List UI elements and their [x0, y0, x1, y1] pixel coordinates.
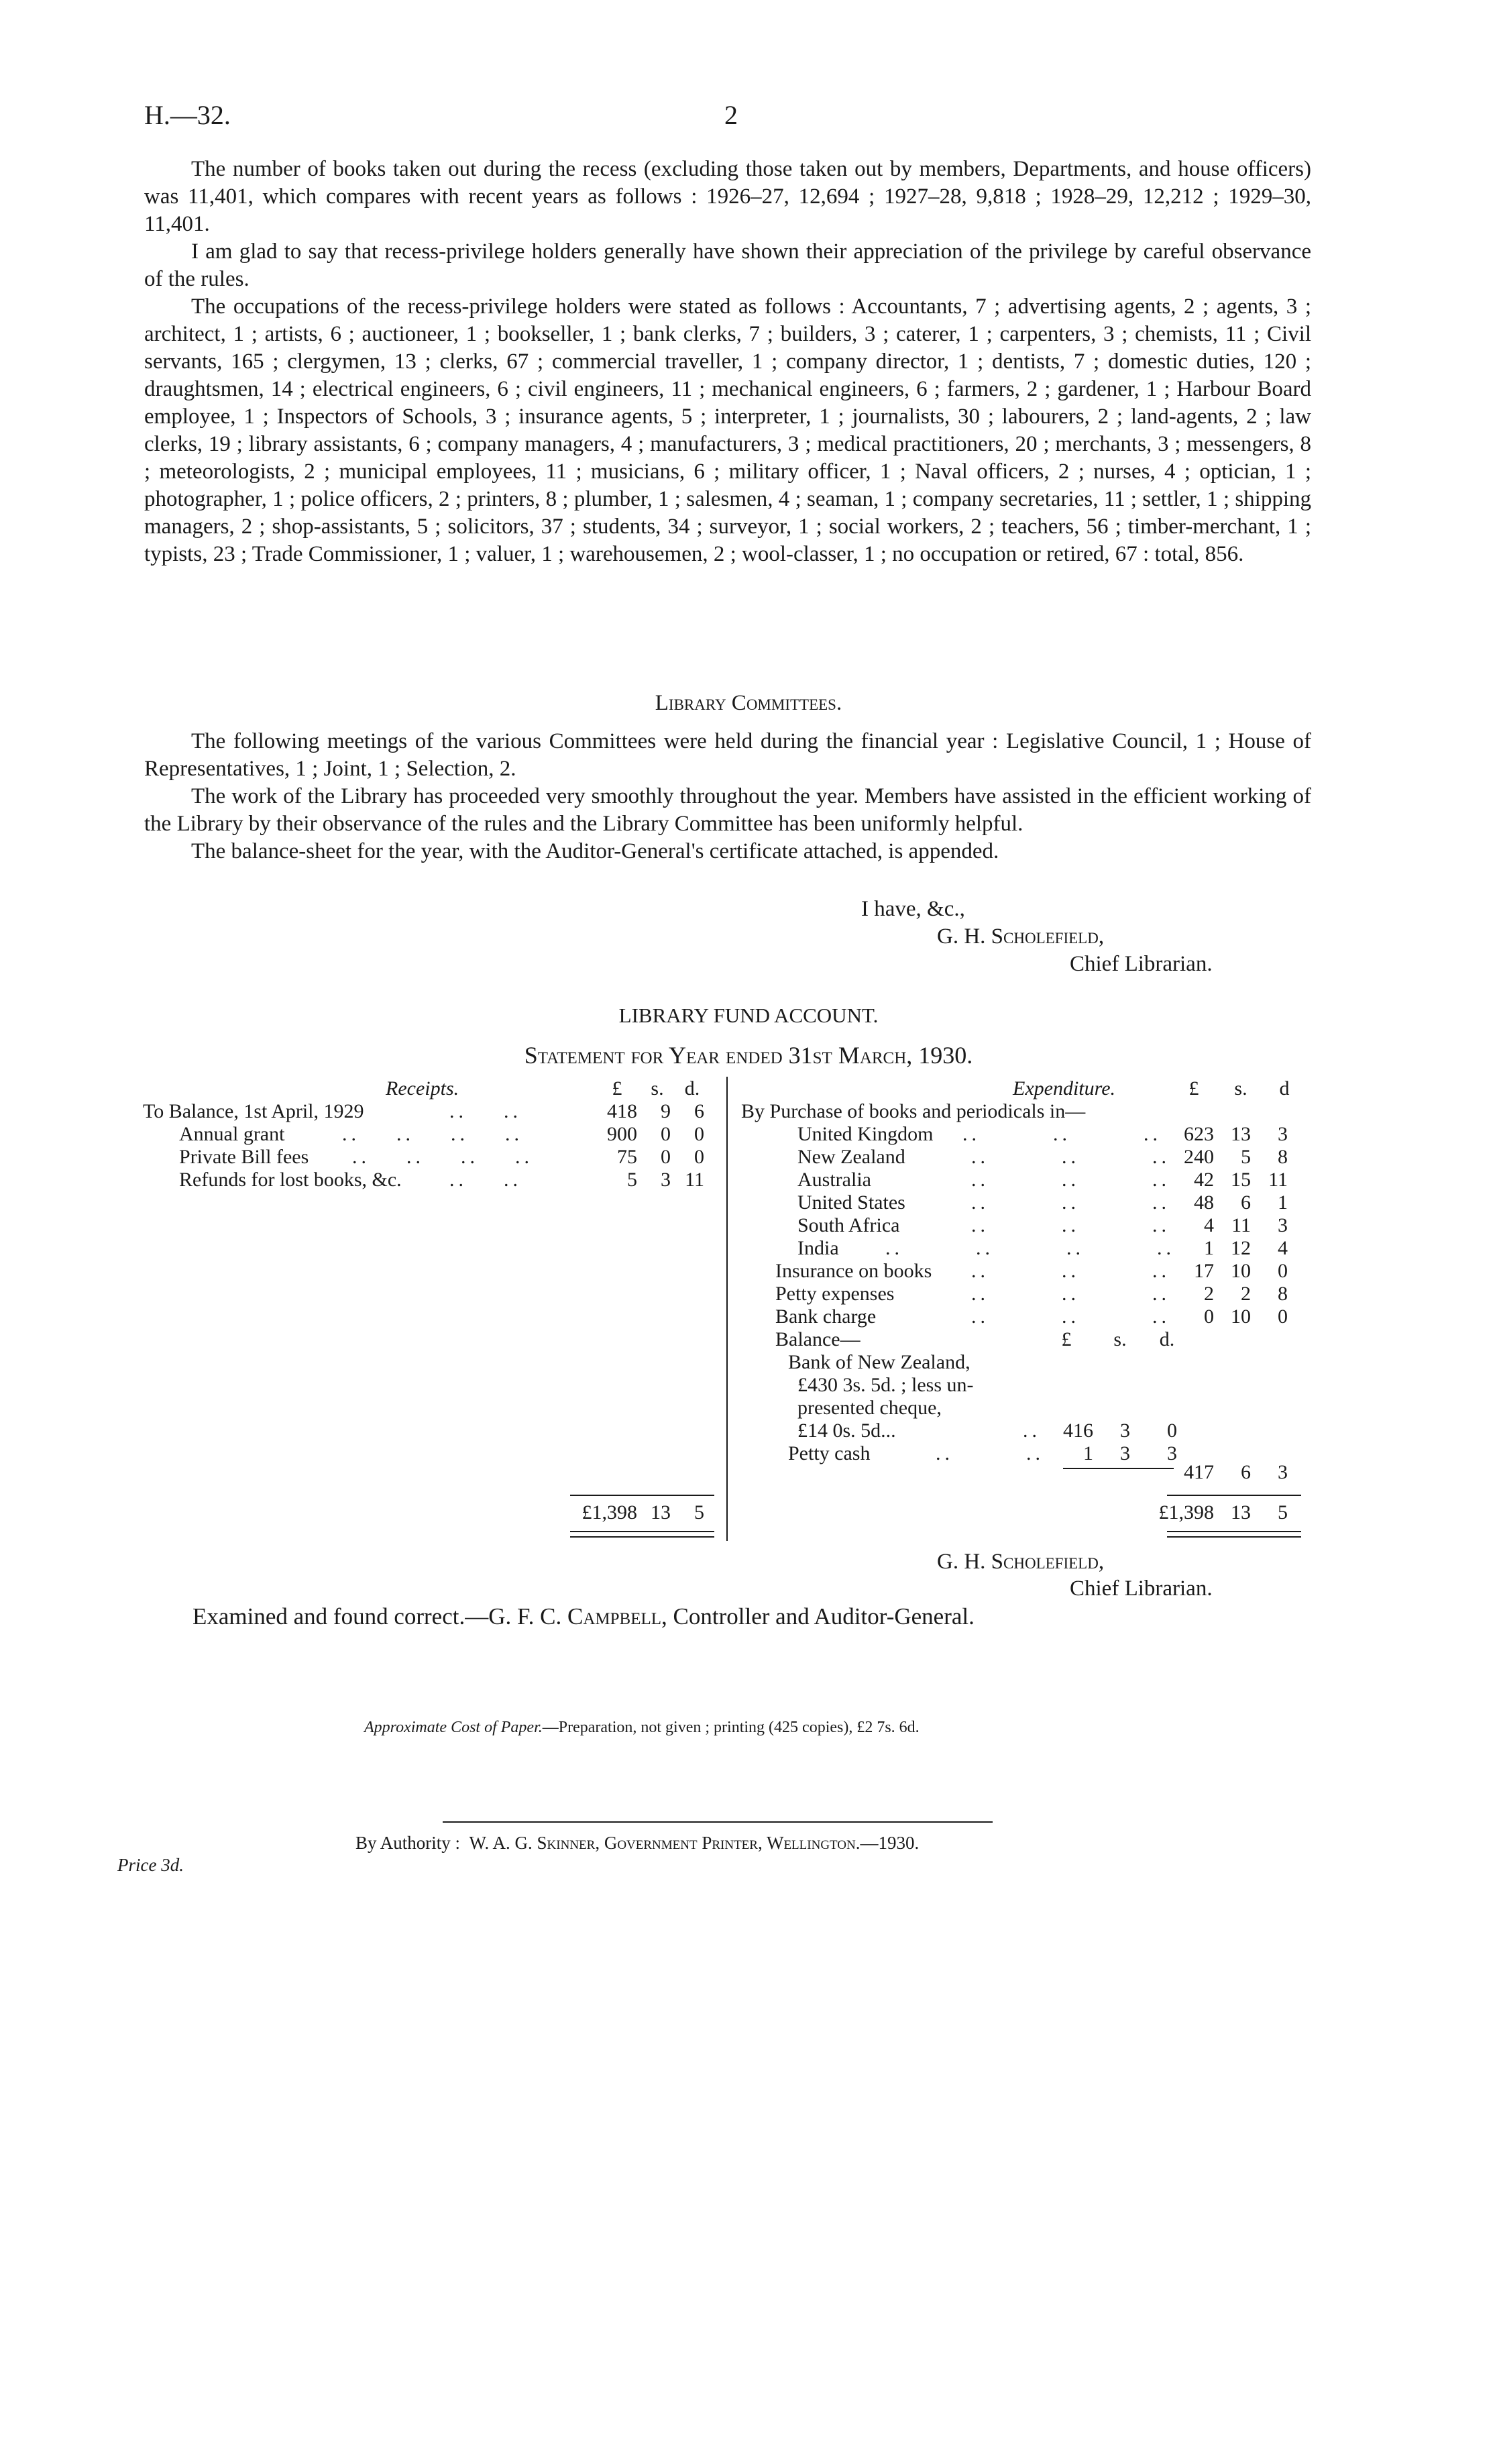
purchase-shillings: 15: [1231, 1169, 1251, 1191]
purchase-shillings: 13: [1231, 1123, 1251, 1145]
purchase-label: South Africa: [797, 1214, 900, 1236]
expenditure-double-rule: [1167, 1536, 1301, 1538]
receipt-dots: .. .. .. ..: [342, 1123, 523, 1145]
account-subtitle: Statement for Year ended 31st March, 1930.: [524, 1042, 973, 1069]
expense-shillings: 10: [1231, 1260, 1251, 1282]
paragraph-occupations: The occupations of the recess-privilege holders were stated as follows : Accountants, 7 ; advertising agents, 2 ; agents, 3 ; architect, 1 ; artists, 6 ; auctioneer, 1 ; bookseller, 1 ; bank clerks, 7 ; builders, 3 ; caterer, 1 ; carpenters, 3 ; chemists, 11 ; Civil servants, 165 ; clergymen, 13 ; clerks, 67 ; commercial traveller, 1 ; company director, 1 ; dentists, 7 ; domestic duties, 120 ; draughtsmen, 14 ; electrical engineers, 6 ; civil engineers, 11 ; mechanical engineers, 6 ; farmers, 2 ; gardener, 1 ; Harbour Board employee, 1 ; Inspectors of Schools, 3 ; insurance agents, 5 ; interpreter, 1 ; journalists, 30 ; labourers, 2 ; land-agents, 2 ; law clerks, 19 ; library assistants, 6 ; company managers, 4 ; manufacturers, 3 ; medical practitioners, 20 ; merchants, 3 ; messengers, 8 ; meteorologists, 2 ; municipal employees, 11 ; musicians, 6 ; military officer, 1 ; Naval officers, 2 ; nurses, 4 ; optician, 1 ; photographer, 1 ; police officers, 2 ; printers, 8 ; plumber, 1 ; salesmen, 4 ; seaman, 1 ; company secretaries, 11 ; settler, 1 ; shipping managers, 2 ; shop-assistants, 5 ; solicitors, 37 ; students, 34 ; surveyor, 1 ; social workers, 2 ; teachers, 56 ; timber-merchant, 1 ; typists, 23 ; Trade Commissioner, 1 ; valuer, 1 ; warehousemen, 2 ; wool-classer, 1 ; no occupation or retired, 67 : total, 856.: [144, 294, 1311, 566]
paragraph-meetings: The following meetings of the various Committees were held during the financial year : Legislative Council, 1 ; House of Representatives, 1 ; Joint, 1 ; Selection, 2.: [144, 729, 1311, 781]
receipt-shillings: 9: [661, 1100, 671, 1122]
expense-label: Bank charge: [775, 1305, 877, 1328]
purchase-pounds: 240: [1184, 1146, 1214, 1168]
receipt-dots: .. ..: [449, 1100, 522, 1122]
purchase-dots: .. .. ..: [962, 1123, 1162, 1145]
expenditure-col-shillings: s.: [1234, 1077, 1248, 1100]
expense-pounds: 2: [1204, 1283, 1214, 1305]
purchase-shillings: 6: [1241, 1191, 1251, 1214]
purchase-pence: 3: [1278, 1214, 1288, 1236]
purchase-label: United Kingdom: [797, 1123, 934, 1145]
signoff2-name: G. H. Scholefield,: [937, 1550, 1105, 1574]
signoff-title: Chief Librarian.: [1070, 952, 1213, 976]
expenditure-total-pence: 5: [1278, 1501, 1288, 1523]
expense-shillings: 2: [1241, 1283, 1251, 1305]
receipt-pounds: 900: [607, 1123, 637, 1145]
receipts-col-pounds: £: [612, 1077, 622, 1100]
receipt-pounds: 5: [627, 1169, 637, 1191]
receipt-label: Refunds for lost books, &c.: [179, 1169, 402, 1191]
purchase-heading: By Purchase of books and periodicals in—: [741, 1100, 1086, 1122]
committees-heading: Library Committees.: [655, 691, 842, 715]
receipts-heading: Receipts.: [386, 1077, 459, 1100]
balance-label: Balance—: [775, 1328, 861, 1350]
purchase-pounds: 623: [1184, 1123, 1214, 1145]
authority-rule: [443, 1821, 993, 1823]
petty-cash-label: Petty cash: [788, 1442, 871, 1464]
signoff-have: I have, &c.,: [861, 897, 965, 921]
receipt-dots: .. .. .. ..: [352, 1146, 533, 1168]
account-title: LIBRARY FUND ACCOUNT.: [618, 1004, 879, 1027]
purchase-pounds: 1: [1204, 1237, 1214, 1259]
expense-dots: .. .. ..: [971, 1260, 1170, 1282]
balance-total-pence: 3: [1278, 1461, 1288, 1483]
expense-shillings: 10: [1231, 1305, 1251, 1328]
purchase-pence: 3: [1278, 1123, 1288, 1145]
receipt-shillings: 0: [661, 1146, 671, 1168]
purchase-label: New Zealand: [797, 1146, 905, 1168]
receipt-pence: 6: [694, 1100, 704, 1122]
receipts-total-shillings: 13: [651, 1501, 671, 1523]
purchase-pence: 4: [1278, 1237, 1288, 1259]
examined-statement: Examined and found correct.—G. F. C. Campbell, Controller and Auditor-General.: [192, 1603, 975, 1629]
balance-col-shillings: s.: [1113, 1328, 1127, 1350]
bank-dots: ..: [1023, 1420, 1041, 1442]
receipt-label: Private Bill fees: [179, 1146, 309, 1168]
expense-dots: .. .. ..: [971, 1305, 1170, 1328]
receipts-total-pence: 5: [694, 1501, 704, 1523]
receipts-total-rule: [570, 1495, 714, 1496]
report-body: [144, 156, 1311, 568]
purchase-dots: .. .. ..: [971, 1169, 1170, 1191]
receipts-double-rule: [570, 1536, 714, 1538]
expense-pounds: 0: [1204, 1305, 1214, 1328]
paragraph-books-taken: The number of books taken out during the recess (excluding those taken out by members, Departments, and house officers) was 11,401, which compares with recent years as follows : 1926–27, 12,694 ; 1927–28, 9,818 ; 1928–29, 12,212 ; 1929–30, 11,401.: [144, 157, 1311, 236]
purchase-label: Australia: [797, 1169, 871, 1191]
column-divider: [726, 1077, 728, 1541]
balance-col-pence: d.: [1159, 1328, 1175, 1350]
expenditure-double-rule: [1167, 1531, 1301, 1532]
purchase-pounds: 42: [1194, 1169, 1214, 1191]
balance-total-shillings: 6: [1241, 1461, 1251, 1483]
expense-label: Petty expenses: [775, 1283, 895, 1305]
report-body-2: [144, 728, 1311, 865]
expenditure-total-shillings: 13: [1231, 1501, 1251, 1523]
bank-shillings: 3: [1120, 1420, 1130, 1442]
receipts-total-pounds: £1,398: [581, 1501, 637, 1523]
petty-cash-pounds: 1: [1083, 1442, 1093, 1464]
purchase-pence: 1: [1278, 1191, 1288, 1214]
paragraph-balance-sheet: The balance-sheet for the year, with the Auditor-General's certificate attached, is appended.: [191, 839, 999, 863]
receipt-pounds: 418: [607, 1100, 637, 1122]
expense-pence: 0: [1278, 1305, 1288, 1328]
receipt-pence: 11: [685, 1169, 704, 1191]
paragraph-work: The work of the Library has proceeded very smoothly throughout the year. Members have assisted in the efficient working of the Library by their observance of the rules and the Library Committee has been uniformly helpful.: [144, 784, 1311, 836]
cost-note: Approximate Cost of Paper.—Preparation, not given ; printing (425 copies), £2 7s. 6d.: [364, 1719, 920, 1736]
receipts-double-rule: [570, 1531, 714, 1532]
purchase-dots: .. .. ..: [971, 1191, 1170, 1214]
purchase-pence: 11: [1268, 1169, 1288, 1191]
expense-pounds: 17: [1194, 1260, 1214, 1282]
receipt-pounds: 75: [617, 1146, 637, 1168]
petty-cash-shillings: 3: [1120, 1442, 1130, 1464]
purchase-shillings: 11: [1231, 1214, 1251, 1236]
petty-cash-pence: 3: [1167, 1442, 1177, 1464]
bank-line: £14 0s. 5d...: [797, 1420, 896, 1442]
receipt-label: Annual grant: [179, 1123, 285, 1145]
expense-pence: 8: [1278, 1283, 1288, 1305]
balance-subtotal-rule: [1063, 1468, 1174, 1469]
purchase-pounds: 48: [1194, 1191, 1214, 1214]
receipt-pence: 0: [694, 1146, 704, 1168]
purchase-shillings: 5: [1241, 1146, 1251, 1168]
bank-line: Bank of New Zealand,: [788, 1351, 971, 1373]
receipt-pence: 0: [694, 1123, 704, 1145]
expenditure-col-pence: d: [1279, 1077, 1290, 1100]
expense-pence: 0: [1278, 1260, 1288, 1282]
purchase-dots: .. .. ..: [971, 1146, 1170, 1168]
printer-authority: By Authority : W. A. G. Skinner, Government Printer, Wellington.—1930.: [355, 1833, 920, 1853]
purchase-pounds: 4: [1204, 1214, 1214, 1236]
bank-line: £430 3s. 5d. ; less un-: [797, 1374, 974, 1396]
signoff2-title: Chief Librarian.: [1070, 1576, 1213, 1601]
expense-label: Insurance on books: [775, 1260, 932, 1282]
receipt-shillings: 3: [661, 1169, 671, 1191]
balance-col-pounds: £: [1061, 1328, 1072, 1350]
purchase-shillings: 12: [1231, 1237, 1251, 1259]
balance-total-pounds: 417: [1184, 1461, 1214, 1483]
purchase-pence: 8: [1278, 1146, 1288, 1168]
receipt-dots: .. ..: [449, 1169, 522, 1191]
price: Price 3d.: [117, 1855, 184, 1875]
receipts-col-shillings: s.: [651, 1077, 664, 1100]
bank-pence: 0: [1167, 1420, 1177, 1442]
expense-dots: .. .. ..: [971, 1283, 1170, 1305]
receipts-col-pence: d.: [684, 1077, 700, 1100]
document-code: H.—32.: [144, 100, 231, 130]
bank-line: presented cheque,: [797, 1397, 942, 1419]
receipt-shillings: 0: [661, 1123, 671, 1145]
purchase-label: United States: [797, 1191, 905, 1214]
expenditure-total-rule: [1167, 1495, 1301, 1496]
purchase-dots: .. .. .. ..: [885, 1237, 1175, 1259]
expenditure-heading: Expenditure.: [1013, 1077, 1116, 1100]
purchase-label: India: [797, 1237, 839, 1259]
expenditure-col-pounds: £: [1188, 1077, 1199, 1100]
signoff-name: G. H. Scholefield,: [937, 924, 1105, 949]
expenditure-total-pounds: £1,398: [1158, 1501, 1214, 1523]
purchase-dots: .. .. ..: [971, 1214, 1170, 1236]
receipt-label: To Balance, 1st April, 1929: [143, 1100, 364, 1122]
page-number: 2: [724, 100, 738, 130]
petty-cash-dots: .. ..: [936, 1442, 1044, 1464]
paragraph-appreciation: I am glad to say that recess-privilege holders generally have shown their appreciation of the privilege by careful observance of the rules.: [144, 239, 1311, 291]
bank-pounds: 416: [1063, 1420, 1093, 1442]
